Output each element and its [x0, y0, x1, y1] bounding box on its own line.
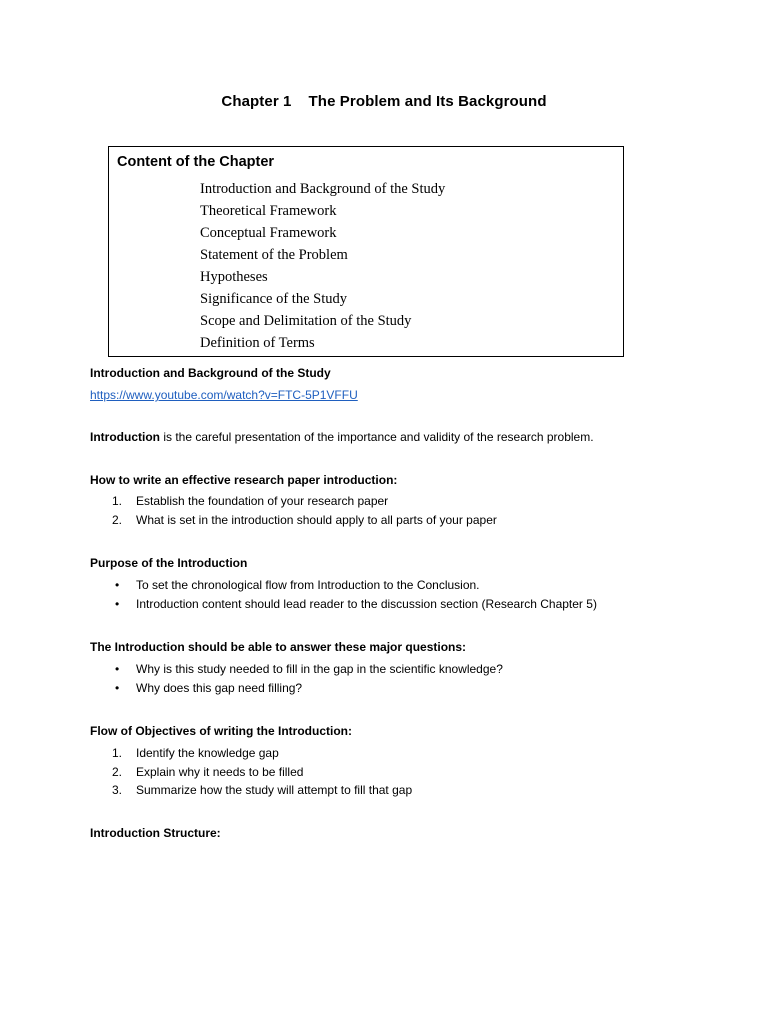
structure-heading: Introduction Structure:	[90, 826, 221, 840]
contents-item: Statement of the Problem	[200, 247, 348, 263]
contents-item: Introduction and Background of the Study	[200, 181, 446, 197]
list-item	[112, 511, 497, 530]
contents-heading: Content of the Chapter	[117, 154, 275, 170]
contents-item: Theoretical Framework	[200, 203, 337, 219]
contents-list	[200, 178, 445, 354]
definition-term: Introduction	[90, 430, 160, 444]
contents-item: Scope and Delimitation of the Study	[200, 313, 412, 329]
questions-heading: The Introduction should be able to answer these major questions:	[90, 640, 467, 654]
list-item-text: Why is this study needed to fill in the gap in the scientific knowledge?	[136, 662, 503, 676]
list-number: 2.	[112, 512, 123, 527]
contents-item: Hypotheses	[200, 269, 268, 285]
contents-item: Conceptual Framework	[200, 225, 337, 241]
introduction-definition	[90, 430, 594, 444]
bullet-icon: •	[115, 662, 120, 676]
list-item-text: Introduction content should lead reader to the discussion section (Research Chapter 5)	[136, 596, 597, 611]
list-item	[112, 763, 412, 782]
list-item-text: Identify the knowledge gap	[136, 746, 279, 760]
purpose-heading: Purpose of the Introduction	[90, 556, 248, 570]
list-item	[112, 679, 503, 698]
how-to-list	[112, 492, 497, 529]
list-item	[112, 781, 412, 800]
bullet-icon: •	[115, 680, 120, 695]
chapter-title: Chapter 1 The Problem and Its Background	[221, 93, 547, 110]
questions-list	[112, 660, 503, 697]
list-item	[112, 595, 597, 614]
flow-list	[112, 744, 412, 800]
definition-text: is the careful presentation of the importance and validity of the research problem.	[159, 430, 594, 444]
list-item-text: Establish the foundation of your research paper	[136, 494, 389, 508]
chapter-contents-box	[108, 146, 624, 357]
youtube-link[interactable]: https://www.youtube.com/watch?v=FTC-5P1VFFU	[90, 388, 358, 402]
contents-item: Definition of Terms	[200, 335, 315, 351]
list-number: 3.	[112, 783, 123, 798]
list-item-text: Summarize how the study will attempt to fill that gap	[136, 783, 413, 798]
list-item-text: To set the chronological flow from Introduction to the Conclusion.	[136, 578, 480, 592]
flow-heading: Flow of Objectives of writing the Introduction:	[90, 724, 352, 738]
list-item-text: What is set in the introduction should apply to all parts of your paper	[136, 512, 497, 527]
list-number: 1.	[112, 494, 123, 508]
bullet-icon: •	[115, 596, 120, 611]
purpose-list	[112, 576, 597, 613]
list-item	[112, 660, 503, 679]
bullet-icon: •	[115, 578, 120, 592]
list-item	[112, 744, 412, 763]
list-item-text: Why does this gap need filling?	[136, 680, 303, 695]
contents-item: Significance of the Study	[200, 291, 347, 307]
list-item-text: Explain why it needs to be filled	[136, 764, 304, 779]
list-number: 2.	[112, 764, 123, 779]
list-item	[112, 576, 597, 595]
how-to-heading: How to write an effective research paper introduction:	[90, 473, 398, 487]
list-number: 1.	[112, 746, 123, 760]
list-item	[112, 492, 497, 511]
intro-section-heading: Introduction and Background of the Study	[90, 366, 331, 380]
